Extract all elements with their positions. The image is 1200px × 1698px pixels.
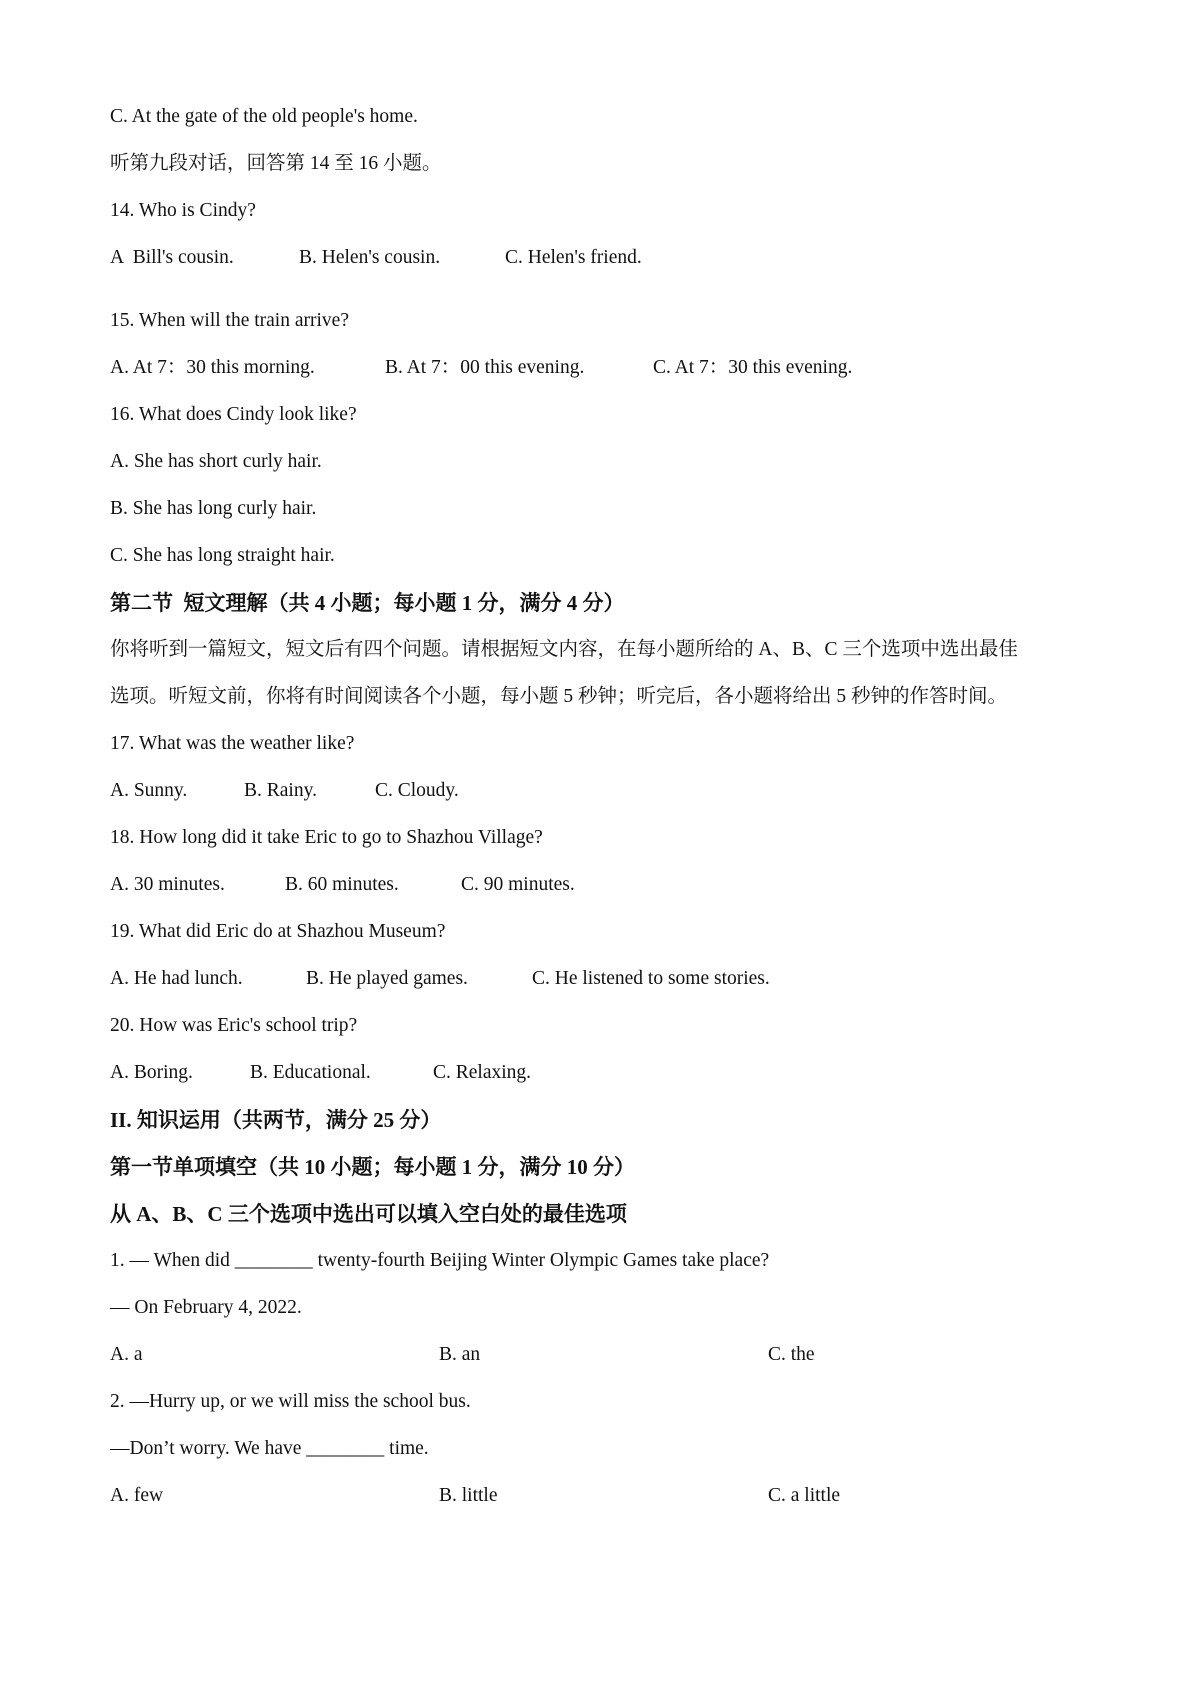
question-14: 14. Who is Cindy?	[110, 200, 256, 221]
option-a: A Bill's cousin.	[110, 247, 234, 268]
option-c: C. She has long straight hair.	[110, 545, 335, 566]
question-17: 17. What was the weather like?	[110, 733, 355, 754]
text-line: C. At the gate of the old people's home.	[110, 106, 418, 127]
option-a: A. a	[110, 1344, 143, 1365]
option-c: C. Relaxing.	[433, 1062, 532, 1083]
question-15: 15. When will the train arrive?	[110, 310, 349, 331]
option-b: B. Rainy.	[244, 780, 317, 801]
option-a: A. few	[110, 1485, 164, 1506]
answer-line: — On February 4, 2022.	[110, 1297, 302, 1318]
option-c: C. Cloudy.	[375, 780, 459, 801]
question-1: 1. — When did ________ twenty-fourth Beijing Winter Olympic Games take place?	[110, 1250, 770, 1271]
option-b: B. an	[439, 1344, 481, 1365]
option-b: B. little	[439, 1485, 498, 1506]
options-row-1	[110, 1342, 1110, 1368]
option-a: A. Boring.	[110, 1062, 193, 1083]
question-18: 18. How long did it take Eric to go to Shazhou Village?	[110, 827, 543, 848]
options-row-20	[110, 1060, 1110, 1086]
question-20: 20. How was Eric's school trip?	[110, 1015, 358, 1036]
option-b: B. He played games.	[306, 968, 468, 989]
question-2: 2. —Hurry up, or we will miss the school bus.	[110, 1391, 471, 1412]
part-heading: II. 知识运用（共两节，满分 25 分）	[110, 1108, 442, 1132]
section-instruction: 听第九段对话，回答第 14 至 16 小题。	[110, 153, 442, 174]
option-c: C. Helen's friend.	[505, 247, 642, 268]
option-a: A. She has short curly hair.	[110, 451, 322, 472]
option-a: A. 30 minutes.	[110, 874, 225, 895]
options-row-19	[110, 966, 1110, 992]
options-row-17	[110, 778, 1110, 804]
option-c: C. He listened to some stories.	[532, 968, 770, 989]
option-b: B. Educational.	[250, 1062, 371, 1083]
options-row-2	[110, 1483, 1110, 1509]
options-row-15	[110, 355, 1110, 381]
section-heading: 第一节单项填空（共 10 小题；每小题 1 分，满分 10 分）	[110, 1155, 635, 1179]
option-a: A. He had lunch.	[110, 968, 243, 989]
question-16: 16. What does Cindy look like?	[110, 404, 357, 425]
section-heading: 第二节 短文理解（共 4 小题；每小题 1 分，满分 4 分）	[110, 591, 625, 615]
option-b: B. At 7：00 this evening.	[385, 357, 585, 378]
option-c: C. a little	[768, 1485, 841, 1506]
option-a: A. At 7：30 this morning.	[110, 357, 315, 378]
answer-line: —Don’t worry. We have ________ time.	[110, 1438, 429, 1459]
section-instruction: 你将听到一篇短文，短文后有四个问题。请根据短文内容，在每小题所给的 A、B、C 三个选项中选出最佳	[110, 639, 1018, 660]
option-b: B. She has long curly hair.	[110, 498, 317, 519]
options-row-14	[110, 245, 1110, 271]
option-a: A. Sunny.	[110, 780, 188, 801]
question-19: 19. What did Eric do at Shazhou Museum?	[110, 921, 446, 942]
section-instruction: 从 A、B、C 三个选项中选出可以填入空白处的最佳选项	[110, 1202, 627, 1226]
option-b: B. Helen's cousin.	[299, 247, 441, 268]
option-c: C. the	[768, 1344, 815, 1365]
option-c: C. At 7：30 this evening.	[653, 357, 853, 378]
option-c: C. 90 minutes.	[461, 874, 575, 895]
section-instruction: 选项。听短文前，你将有时间阅读各个小题，每小题 5 秒钟；听完后，各小题将给出 5 秒钟的作答时间。	[110, 686, 1008, 707]
option-b: B. 60 minutes.	[285, 874, 399, 895]
options-row-18	[110, 872, 1110, 898]
